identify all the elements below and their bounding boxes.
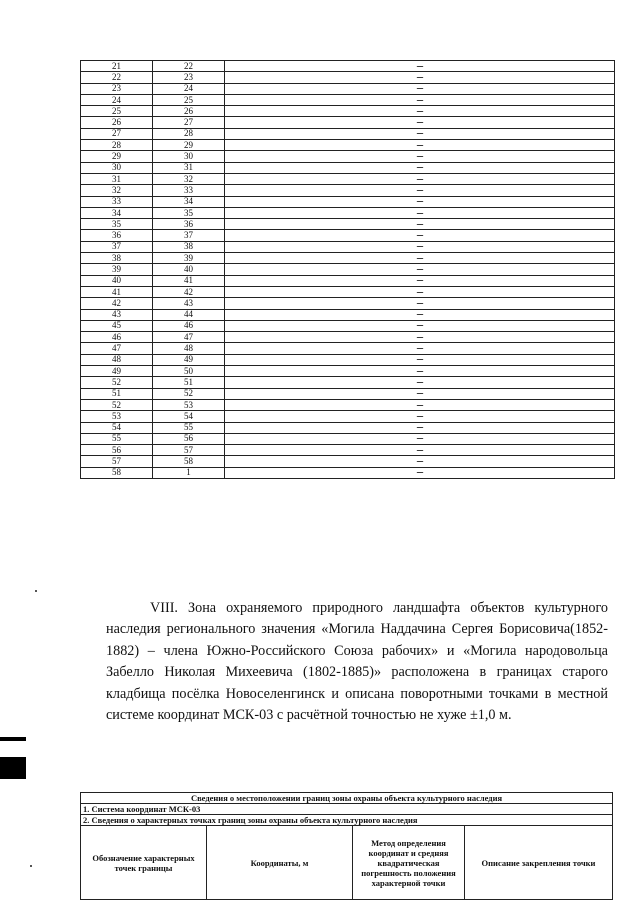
description-cell: --- xyxy=(225,162,615,173)
header-point-designation: Обозначение характерных точек границы xyxy=(81,826,207,900)
point-to-cell: 43 xyxy=(153,298,225,309)
point-to-cell: 27 xyxy=(153,117,225,128)
point-from-cell: 25 xyxy=(81,106,153,117)
section-viii-text: VIII. Зона охраняемого природного ландшафта объектов культурного наследия регионального значения «Могила Наддачина Сергея Борисовича(1852-1882) – члена Южно-Российского Союза рабочих» и «Могила народовольца Забелло Николая Михеевича (1802-1885)» расположена в границах старого кладбища посёлка Новоселенгинск и описана поворотными точками в местной системе координат МСК-03 с расчётной точностью не хуже ±1,0 м. xyxy=(106,600,608,724)
table-row xyxy=(81,388,615,399)
table-row xyxy=(81,162,615,173)
table-row xyxy=(81,241,615,252)
table-row xyxy=(81,72,615,83)
point-to-cell: 37 xyxy=(153,230,225,241)
description-cell: --- xyxy=(225,445,615,456)
point-from-cell: 32 xyxy=(81,185,153,196)
point-from-cell: 33 xyxy=(81,196,153,207)
description-cell: --- xyxy=(225,264,615,275)
point-from-cell: 45 xyxy=(81,320,153,331)
point-from-cell: 42 xyxy=(81,298,153,309)
point-from-cell: 27 xyxy=(81,128,153,139)
table-row xyxy=(81,173,615,184)
table-row xyxy=(81,83,615,94)
point-from-cell: 46 xyxy=(81,332,153,343)
point-from-cell: 30 xyxy=(81,162,153,173)
point-from-cell: 24 xyxy=(81,94,153,105)
point-from-cell: 57 xyxy=(81,456,153,467)
description-cell: --- xyxy=(225,399,615,410)
point-from-cell: 56 xyxy=(81,445,153,456)
info-table-title: Сведения о местоположении границ зоны охраны объекта культурного наследия xyxy=(81,793,613,804)
point-to-cell: 38 xyxy=(153,241,225,252)
boundary-points-body xyxy=(81,61,615,479)
description-cell: --- xyxy=(225,94,615,105)
table-row xyxy=(81,106,615,117)
point-to-cell: 28 xyxy=(153,128,225,139)
description-cell: --- xyxy=(225,83,615,94)
description-cell: --- xyxy=(225,230,615,241)
point-to-cell: 36 xyxy=(153,219,225,230)
description-cell: --- xyxy=(225,275,615,286)
scan-speck xyxy=(30,865,32,867)
description-cell: --- xyxy=(225,343,615,354)
description-cell: --- xyxy=(225,173,615,184)
coordinate-system-row: 1. Система координат МСК-03 xyxy=(81,804,613,815)
table-row xyxy=(81,253,615,264)
point-to-cell: 39 xyxy=(153,253,225,264)
description-cell: --- xyxy=(225,72,615,83)
table-row xyxy=(81,286,615,297)
table-row xyxy=(81,219,615,230)
description-cell: --- xyxy=(225,377,615,388)
scan-margin-mark xyxy=(0,737,26,741)
table-row xyxy=(81,196,615,207)
points-info-row: 2. Сведения о характерных точках границ зоны охраны объекта культурного наследия xyxy=(81,815,613,826)
point-from-cell: 26 xyxy=(81,117,153,128)
description-cell: --- xyxy=(225,422,615,433)
point-to-cell: 51 xyxy=(153,377,225,388)
description-cell: --- xyxy=(225,354,615,365)
point-to-cell: 58 xyxy=(153,456,225,467)
table-row xyxy=(81,128,615,139)
table-row xyxy=(81,264,615,275)
point-from-cell: 39 xyxy=(81,264,153,275)
point-to-cell: 50 xyxy=(153,366,225,377)
point-from-cell: 41 xyxy=(81,286,153,297)
description-cell: --- xyxy=(225,309,615,320)
point-to-cell: 53 xyxy=(153,399,225,410)
table-row xyxy=(81,354,615,365)
point-from-cell: 49 xyxy=(81,366,153,377)
description-cell: --- xyxy=(225,219,615,230)
description-cell: --- xyxy=(225,411,615,422)
header-point-fixing: Описание закрепления точки xyxy=(465,826,613,900)
description-cell: --- xyxy=(225,241,615,252)
table-row xyxy=(81,61,615,72)
point-from-cell: 40 xyxy=(81,275,153,286)
point-to-cell: 31 xyxy=(153,162,225,173)
description-cell: --- xyxy=(225,253,615,264)
description-cell: --- xyxy=(225,332,615,343)
table-row xyxy=(81,366,615,377)
table-row xyxy=(81,230,615,241)
point-to-cell: 40 xyxy=(153,264,225,275)
point-to-cell: 26 xyxy=(153,106,225,117)
point-from-cell: 55 xyxy=(81,433,153,444)
table-row xyxy=(81,456,615,467)
point-to-cell: 55 xyxy=(153,422,225,433)
point-from-cell: 34 xyxy=(81,207,153,218)
point-from-cell: 22 xyxy=(81,72,153,83)
point-to-cell: 48 xyxy=(153,343,225,354)
point-to-cell: 44 xyxy=(153,309,225,320)
description-cell: --- xyxy=(225,366,615,377)
point-from-cell: 35 xyxy=(81,219,153,230)
point-from-cell: 37 xyxy=(81,241,153,252)
point-to-cell: 54 xyxy=(153,411,225,422)
section-paragraph xyxy=(106,598,608,726)
description-cell: --- xyxy=(225,433,615,444)
table-row xyxy=(81,275,615,286)
table-row xyxy=(81,399,615,410)
point-to-cell: 42 xyxy=(153,286,225,297)
table-row xyxy=(81,433,615,444)
point-from-cell: 29 xyxy=(81,151,153,162)
point-to-cell: 46 xyxy=(153,320,225,331)
point-to-cell: 49 xyxy=(153,354,225,365)
description-cell: --- xyxy=(225,196,615,207)
table-row xyxy=(81,185,615,196)
description-cell: --- xyxy=(225,128,615,139)
point-from-cell: 43 xyxy=(81,309,153,320)
point-from-cell: 53 xyxy=(81,411,153,422)
point-from-cell: 23 xyxy=(81,83,153,94)
table-row xyxy=(81,94,615,105)
point-from-cell: 51 xyxy=(81,388,153,399)
table-row xyxy=(81,343,615,354)
table-row xyxy=(81,140,615,151)
scan-margin-mark xyxy=(0,757,26,779)
table-row xyxy=(81,298,615,309)
point-to-cell: 34 xyxy=(153,196,225,207)
description-cell: --- xyxy=(225,61,615,72)
point-to-cell: 35 xyxy=(153,207,225,218)
point-to-cell: 52 xyxy=(153,388,225,399)
description-cell: --- xyxy=(225,286,615,297)
point-from-cell: 48 xyxy=(81,354,153,365)
point-to-cell: 57 xyxy=(153,445,225,456)
point-to-cell: 56 xyxy=(153,433,225,444)
point-from-cell: 36 xyxy=(81,230,153,241)
point-to-cell: 24 xyxy=(153,83,225,94)
point-from-cell: 47 xyxy=(81,343,153,354)
point-from-cell: 38 xyxy=(81,253,153,264)
table-row xyxy=(81,411,615,422)
table-row xyxy=(81,467,615,478)
point-from-cell: 28 xyxy=(81,140,153,151)
point-from-cell: 31 xyxy=(81,173,153,184)
description-cell: --- xyxy=(225,106,615,117)
scan-speck xyxy=(35,590,37,592)
point-to-cell: 29 xyxy=(153,140,225,151)
point-to-cell: 30 xyxy=(153,151,225,162)
table-row xyxy=(81,445,615,456)
point-to-cell: 33 xyxy=(153,185,225,196)
description-cell: --- xyxy=(225,320,615,331)
table-row xyxy=(81,151,615,162)
point-from-cell: 21 xyxy=(81,61,153,72)
point-from-cell: 54 xyxy=(81,422,153,433)
description-cell: --- xyxy=(225,298,615,309)
description-cell: --- xyxy=(225,207,615,218)
point-from-cell: 52 xyxy=(81,377,153,388)
boundary-points-table xyxy=(80,60,615,479)
table-row xyxy=(81,332,615,343)
point-to-cell: 22 xyxy=(153,61,225,72)
header-coordinates: Координаты, м xyxy=(207,826,353,900)
table-row xyxy=(81,117,615,128)
description-cell: --- xyxy=(225,185,615,196)
description-cell: --- xyxy=(225,467,615,478)
table-row xyxy=(81,207,615,218)
point-to-cell: 41 xyxy=(153,275,225,286)
table-row xyxy=(81,309,615,320)
point-to-cell: 32 xyxy=(153,173,225,184)
header-method-accuracy: Метод определения координат и средняя квадратическая погрешность положения характерной точки xyxy=(353,826,465,900)
table-row xyxy=(81,377,615,388)
description-cell: --- xyxy=(225,117,615,128)
point-from-cell: 52 xyxy=(81,399,153,410)
point-to-cell: 23 xyxy=(153,72,225,83)
description-cell: --- xyxy=(225,388,615,399)
table-row xyxy=(81,422,615,433)
table-row xyxy=(81,320,615,331)
description-cell: --- xyxy=(225,151,615,162)
point-to-cell: 47 xyxy=(153,332,225,343)
point-to-cell: 25 xyxy=(153,94,225,105)
description-cell: --- xyxy=(225,140,615,151)
description-cell: --- xyxy=(225,456,615,467)
point-from-cell: 58 xyxy=(81,467,153,478)
point-to-cell: 1 xyxy=(153,467,225,478)
boundary-info-table xyxy=(80,792,613,900)
